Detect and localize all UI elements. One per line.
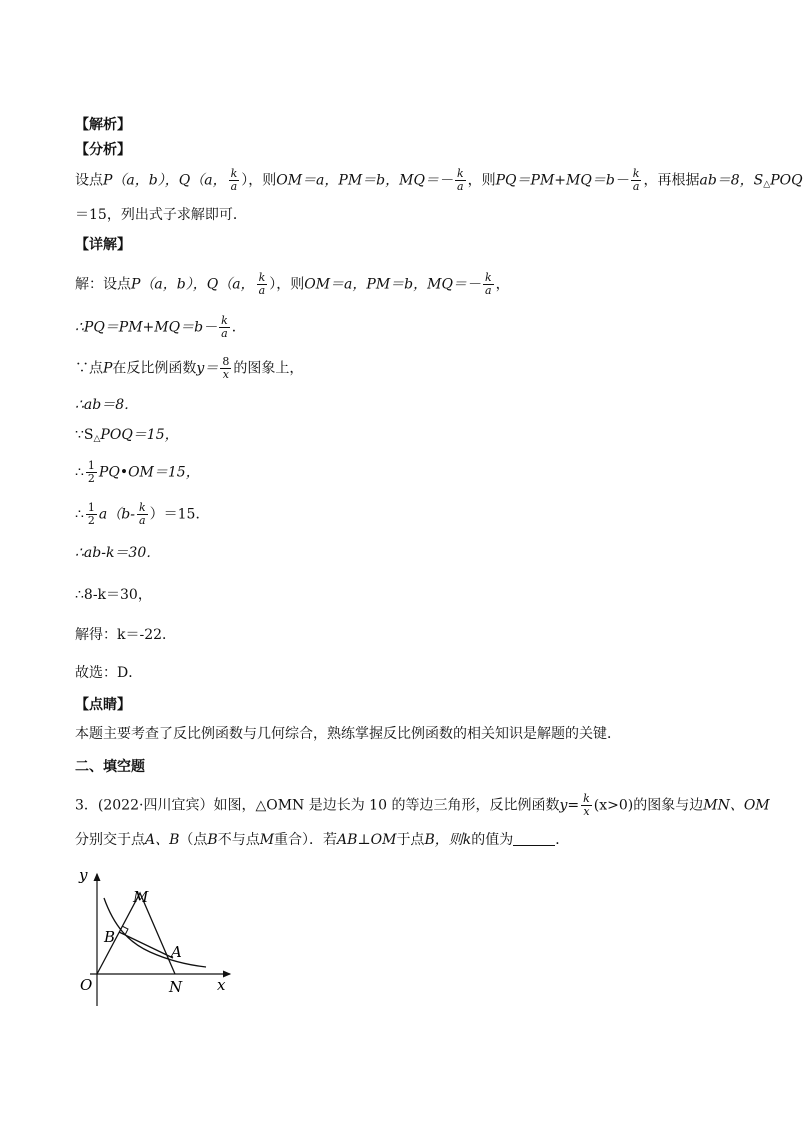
fraction-one-half: $\frac{1}{2}$ xyxy=(87,501,95,527)
label-n: N xyxy=(169,978,183,996)
fraction-8-over-x: $\frac{8}{x}$ xyxy=(222,355,230,381)
solution-step-6: ∴ $\frac{1}{2}$ PQ•OM＝15， xyxy=(75,459,200,485)
label-y: y xyxy=(79,866,88,884)
heading-jiexi: 【解析】 xyxy=(75,117,131,133)
fraction-k-over-a: $\frac{k}{a}$ xyxy=(138,501,146,527)
solution-step-7: ∴ $\frac{1}{2}$ a（b- $\frac{k}{a}$ ）＝15． xyxy=(75,501,210,527)
heading-dianjing: 【点睛】 xyxy=(75,697,131,713)
fraction-k-over-a: $\frac{k}{a}$ xyxy=(484,271,492,297)
label-o: O xyxy=(80,976,93,994)
answer-blank[interactable] xyxy=(513,831,555,846)
fraction-k-over-a: $\frac{k}{a}$ xyxy=(230,167,238,193)
label-b: B xyxy=(104,928,116,946)
solution-step-3: ∵点P在反比例函数y＝ $\frac{8}{x}$ 的图象上， xyxy=(75,355,304,381)
solution-step-10: 解得：k＝-22． xyxy=(75,627,177,643)
analysis-line-2: ＝15，列出式子求解即可． xyxy=(75,207,247,223)
fraction-k-over-a: $\frac{k}{a}$ xyxy=(258,271,266,297)
label-a: A xyxy=(171,943,182,961)
fraction-one-half: $\frac{1}{2}$ xyxy=(87,459,95,485)
fraction-k-over-a: $\frac{k}{a}$ xyxy=(632,167,640,193)
heading-fenxi: 【分析】 xyxy=(75,142,131,158)
label-m: M xyxy=(133,888,149,906)
problem-3-line-2: 分别交于点A、B（点B不与点M重合）．若AB⊥OM于点B，则k的值为 ． xyxy=(75,832,570,848)
analysis-line-1: 设点P（a，b），Q（a， $\frac{k}{a}$ ），则OM＝a，PM＝b，MQ＝－ $\frac{k}{a}$ ，则PQ＝PM+MQ＝b－ $\frac{k}{a}$ ，再根据ab＝8，$S_\triangle POQ$ xyxy=(75,167,803,193)
label-x: x xyxy=(217,976,226,994)
section-heading-fill-in: 二、填空题 xyxy=(75,759,145,775)
fraction-k-over-a: $\frac{k}{a}$ xyxy=(456,167,464,193)
geometry-figure xyxy=(70,860,250,1010)
fraction-k-over-a: $\frac{k}{a}$ xyxy=(221,314,228,340)
solution-step-9: ∴8-k＝30， xyxy=(75,587,152,603)
solution-step-8: ∴ab-k＝30． xyxy=(75,545,161,561)
solution-step-5: $\because S_\triangle POQ=15$， xyxy=(75,427,179,444)
heading-xiangjie: 【详解】 xyxy=(75,237,131,253)
segment-ab xyxy=(119,932,173,958)
solution-step-2: ∴PQ＝PM+MQ＝b－ $\frac{k}{a}$ ． xyxy=(75,314,246,340)
problem-3-line-1: 3．(2022·四川宜宾）如图，△OMN 是边长为 10 的等边三角形，反比例函数y= $\frac{k}{x}$ (x>0)的图象与边MN、OM xyxy=(75,792,770,818)
fraction-k-over-x: $\frac{k}{x}$ xyxy=(583,792,590,818)
solution-step-1: 解：设点P（a，b），Q（a， $\frac{k}{a}$ ），则OM＝a，PM＝b，MQ＝－ $\frac{k}{a}$ ， xyxy=(75,271,510,297)
solution-step-4: ∴ab＝8． xyxy=(75,397,139,413)
comment-text: 本题主要考查了反比例函数与几何综合，熟练掌握反比例函数的相关知识是解题的关键． xyxy=(75,726,621,742)
solution-step-11: 故选：D． xyxy=(75,665,143,681)
